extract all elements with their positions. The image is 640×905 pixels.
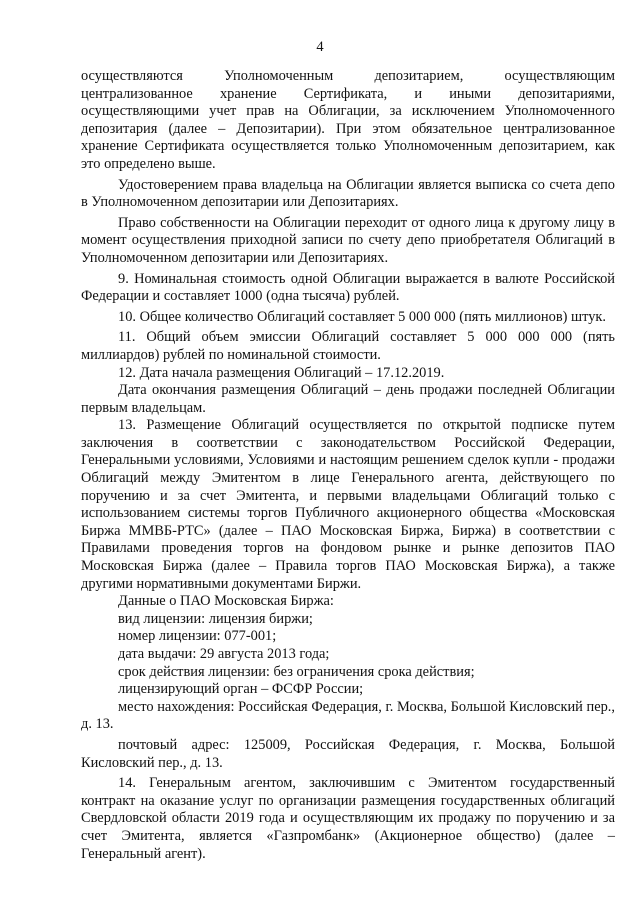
exchange-data-heading: Данные о ПАО Московская Биржа:: [118, 593, 334, 610]
exchange-postal-address: почтовый адрес: 125009, Российская Федерация, г. Москва, Большой Кисловский пер., д. 13.: [81, 736, 615, 771]
paragraph-total-quantity: 10. Общее количество Облигаций составляет 5 000 000 (пять миллионов) штук.: [118, 308, 606, 325]
paragraph-placement-start: 12. Дата начала размещения Облигаций – 17.12.2019.: [118, 364, 445, 381]
paragraph-placement-end: Дата окончания размещения Облигаций – день продажи последней Облигации первым владельцам.: [81, 382, 615, 416]
paragraph-nominal-value: 9. Номинальная стоимость одной Облигации выражается в валюте Российской Федерации и составляет 1000 (одна тысяча) рублей.: [81, 270, 615, 305]
paragraph-general-agent: 14. Генеральным агентом, заключившим с Эмитентом государственный контракт на оказание услуг по организации размещения государственных облигаций Свердловской области 2019 года и осуществляющим их продажу по поручению и за счет Эмитента, является «Газпромбанк» (Акционерное общество) (далее – Генеральный агент).: [81, 775, 615, 862]
paragraph-ownership-transfer: Право собственности на Облигации переходит от одного лица к другому лицу в момент осуществления приходной записи по счету депо приобретателя Облигаций в Уполномоченном депозитарии или Депозитариях.: [81, 214, 615, 266]
exchange-license-number: номер лицензии: 077-001;: [118, 628, 277, 645]
exchange-license-type: вид лицензии: лицензия биржи;: [118, 610, 313, 627]
document-body: [81, 68, 615, 863]
exchange-license-validity: срок действия лицензии: без ограничения срока действия;: [118, 663, 475, 680]
exchange-license-issue-date: дата выдачи: 29 августа 2013 года;: [118, 646, 330, 662]
paragraph-depositaries: осуществляются Уполномоченным депозитарием, осуществляющим централизованное хранение Сертификата, и иными депозитариями, осуществляющими учет прав на Облигации, за исключением Уполномоченного депозитария (далее – Депозитарии). При этом обязательное централизованное хранение Сертификата осуществляется только Уполномоченным депозитарием, как это определено выше.: [81, 68, 615, 172]
page-number: 4: [316, 39, 324, 55]
paragraph-ownership-evidence: Удостоверением права владельца на Облигации является выписка со счета депо в Уполномоченном депозитарии или Депозитариях.: [81, 176, 615, 211]
exchange-licensing-authority: лицензирующий орган – ФСФР России;: [118, 681, 364, 698]
paragraph-issue-volume: 11. Общий объем эмиссии Облигаций составляет 5 000 000 000 (пять миллиардов) рублей по номинальной стоимости.: [81, 329, 615, 363]
paragraph-placement-procedure: 13. Размещение Облигаций осуществляется по открытой подписке путем заключения в соответствии с законодательством Российской Федерации, Генеральными условиями, Условиями и настоящим решением сделок купли - продажи Облигаций между Эмитентом в лице Генерального агента, действующего по поручению и за счет Эмитента, и первыми владельцами Облигаций только с использованием системы торгов Публичного акционерного общества «Московская Биржа ММВБ-РТС» (далее – ПАО Московская Биржа, Биржа) в соответствии с Правилами проведения торгов на фондовом рынке и рынке депозитов ПАО Московская Биржа (далее – Правила торгов ПАО Московская Биржа), а также другими нормативными документами Биржи.: [81, 417, 615, 592]
exchange-location: место нахождения: Российская Федерация, г. Москва, Большой Кисловский пер., д. 13.: [81, 698, 615, 733]
